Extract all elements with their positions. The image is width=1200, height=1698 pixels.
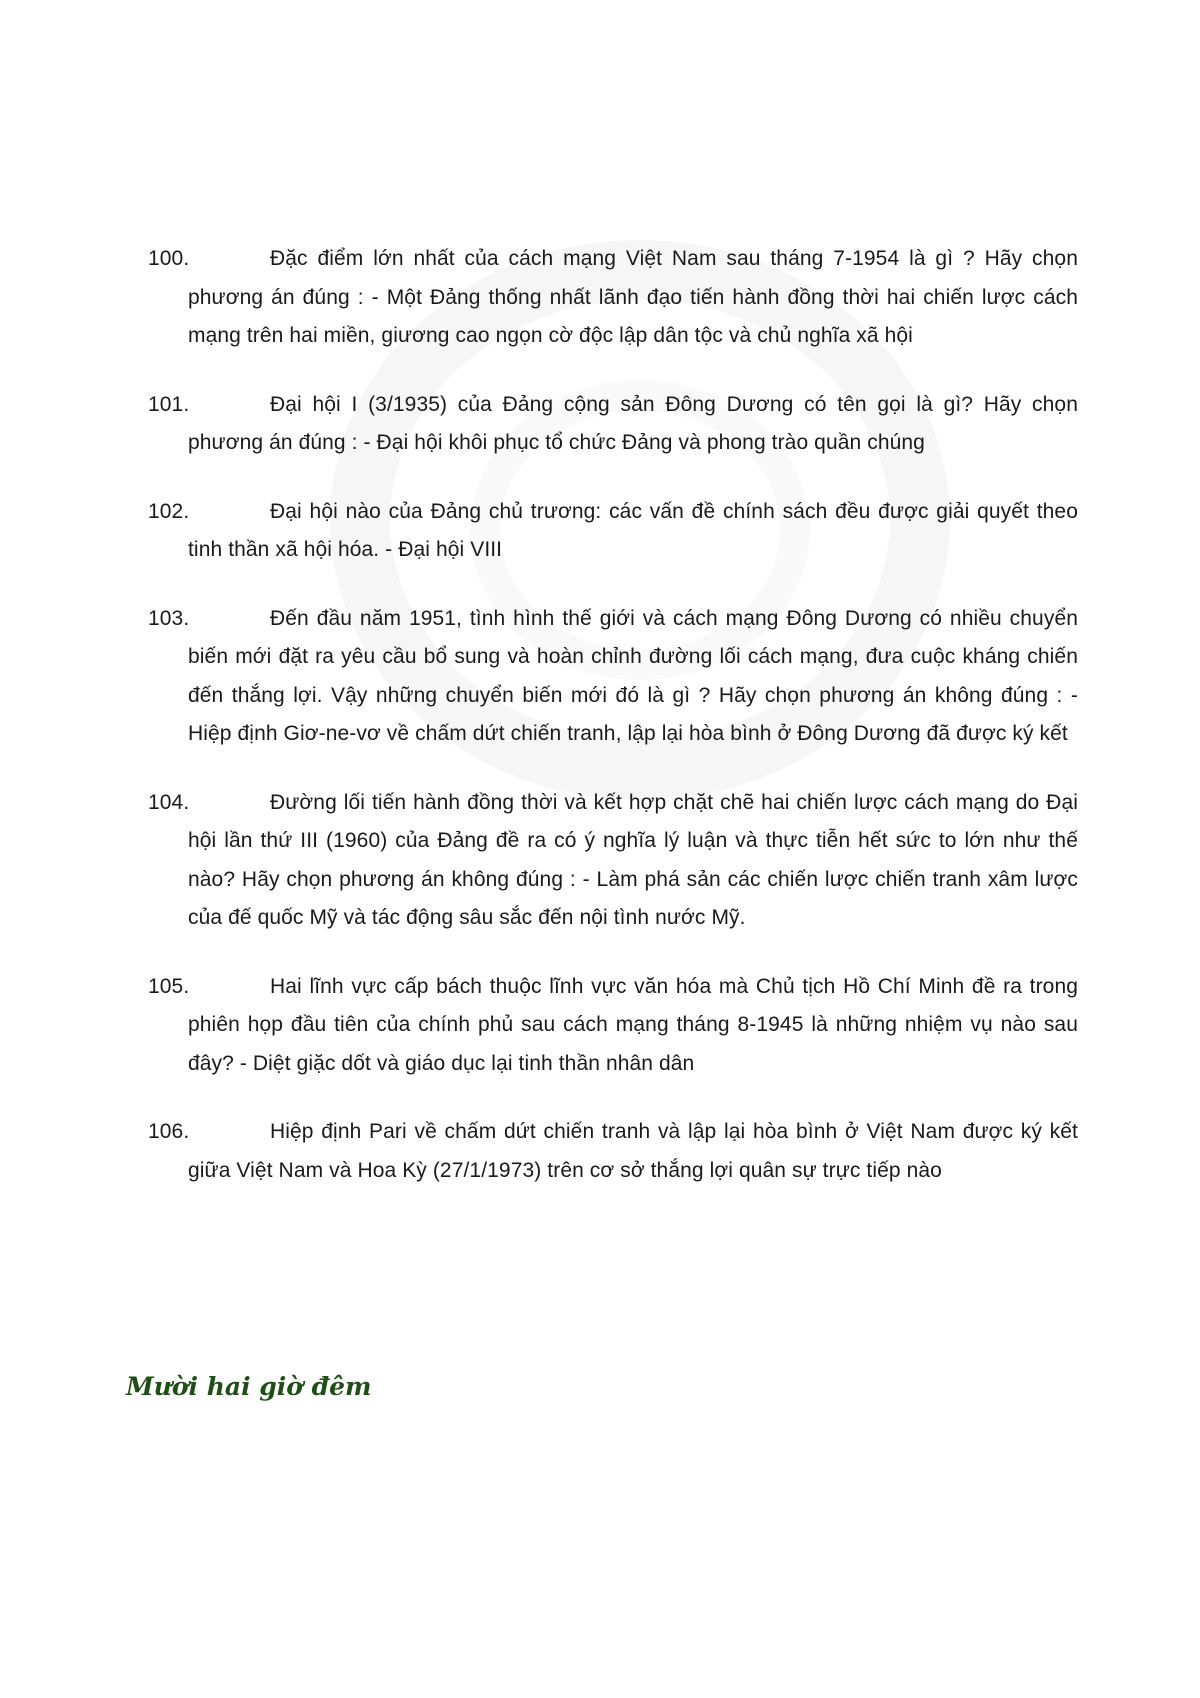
question-item-101 [148, 386, 1078, 463]
question-text: Đến đầu năm 1951, tình hình thế giới và cách mạng Đông Dương có nhiều chuyển biến mới đặt ra yêu cầu bổ sung và hoàn chỉnh đường lối cách mạng, đưa cuộc kháng chiến đến thắng lợi. Vậy những chuyển biến mới đó là gì ? Hãy chọn phương án không đúng : - Hiệp định Giơ-ne-vơ về chấm dứt chiến tranh, lập lại hòa bình ở Đông Dương đã được ký kết [188, 606, 1078, 745]
question-number: 106. [148, 1120, 190, 1143]
question-number: 100. [148, 247, 190, 270]
question-text: Hiệp định Pari về chấm dứt chiến tranh và lập lại hòa bình ở Việt Nam được ký kết giữa Việt Nam và Hoa Kỳ (27/1/1973) trên cơ sở thắng lợi quân sự trực tiếp nào [188, 1120, 1078, 1182]
question-item-106 [148, 1113, 1078, 1190]
question-text: Đặc điểm lớn nhất của cách mạng Việt Nam sau tháng 7-1954 là gì ? Hãy chọn phương án đúng : - Một Đảng thống nhất lãnh đạo tiến hành đồng thời hai chiến lược cách mạng trên hai miền, giương cao ngọn cờ độc lập dân tộc và chủ nghĩa xã hội [188, 247, 1078, 347]
question-number: 102. [148, 499, 190, 523]
question-item-105 [148, 968, 1078, 1084]
question-item-104 [148, 784, 1078, 938]
question-text: Hai lĩnh vực cấp bách thuộc lĩnh vực văn hóa mà Chủ tịch Hồ Chí Minh đề ra trong phiên họp đầu tiên của chính phủ sau cách mạng tháng 8-1945 là những nhiệm vụ nào sau đây? - Diệt giặc dốt và giáo dục lại tinh thần nhân dân [188, 974, 1078, 1075]
question-list [148, 240, 1078, 1220]
question-item-100 [148, 240, 1078, 356]
question-number: 101. [148, 392, 190, 416]
question-text: Đại hội nào của Đảng chủ trương: các vấn đề chính sách đều được giải quyết theo tinh thần xã hội hóa. - Đại hội VIII [188, 499, 1078, 561]
question-number: 105. [148, 974, 190, 998]
question-text: Đại hội I (3/1935) của Đảng cộng sản Đông Dương có tên gọi là gì? Hãy chọn phương án đúng : - Đại hội khôi phục tổ chức Đảng và phong trào quần chúng [188, 392, 1078, 454]
question-item-103 [148, 600, 1078, 754]
question-text: Đường lối tiến hành đồng thời và kết hợp chặt chẽ hai chiến lược cách mạng do Đại hội lần thứ III (1960) của Đảng đề ra có ý nghĩa lý luận và thực tiễn hết sức to lớn như thế nào? Hãy chọn phương án không đúng : - Làm phá sản các chiến lược chiến tranh xâm lược của đế quốc Mỹ và tác động sâu sắc đến nội tình nước Mỹ. [188, 790, 1078, 929]
question-item-102 [148, 493, 1078, 570]
question-number: 104. [148, 790, 190, 814]
question-number: 103. [148, 606, 190, 630]
section-heading: Mười hai giờ đêm [126, 1372, 372, 1401]
